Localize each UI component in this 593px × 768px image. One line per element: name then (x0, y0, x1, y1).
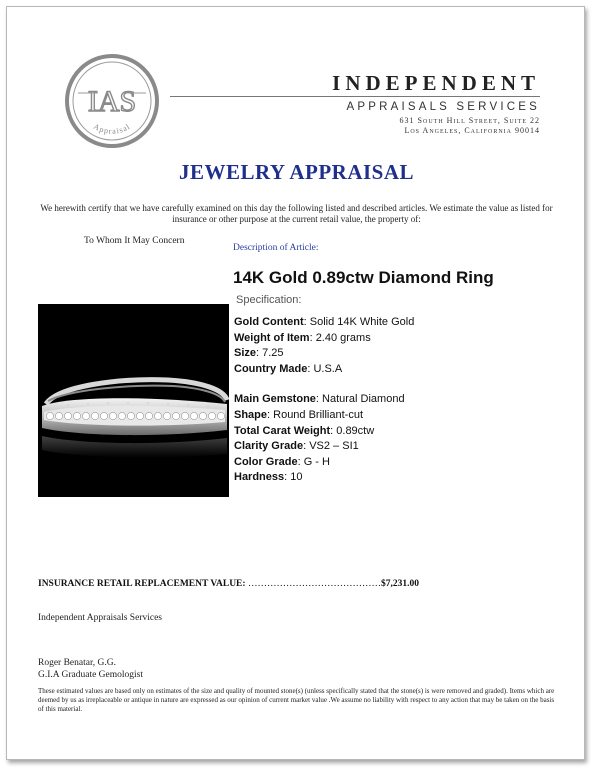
company-address-line1: 631 South Hill Street, Suite 22 (399, 116, 540, 125)
ring-photo (38, 304, 229, 497)
spec-hardness: Hardness: 10 (234, 471, 303, 484)
signer-title: G.I.A Graduate Gemologist (38, 669, 144, 680)
specification-label: Specification: (236, 294, 302, 306)
spec-shape: Shape: Round Brilliant-cut (234, 408, 364, 421)
spec-color: Color Grade: G - H (234, 455, 330, 468)
spec-spacer (234, 377, 414, 392)
spec-weight: Weight of Item: 2.40 grams (234, 331, 371, 344)
company-subtitle: APPRAISALS SERVICES (346, 101, 540, 113)
company-name: INDEPENDENT (332, 71, 540, 95)
signature-block (38, 658, 143, 681)
document-title: JEWELRY APPRAISAL (178, 160, 415, 184)
header-rule (170, 96, 540, 97)
replacement-value-amount: $7,231.00 (380, 579, 419, 589)
description-label: Description of Article: (233, 243, 319, 253)
replacement-value-line (38, 579, 419, 589)
spec-gold-content: Gold Content: Solid 14K White Gold (234, 316, 415, 328)
logo-ring-text: Appraisal (91, 121, 133, 136)
company-address-line2: Los Angeles, California 90014 (404, 126, 540, 135)
spec-main-gemstone: Main Gemstone: Natural Diamond (234, 393, 405, 406)
spec-country: Country Made: U.S.A (234, 362, 343, 375)
footer-company: Independent Appraisals Services (38, 613, 162, 623)
spec-total-carat: Total Carat Weight: 0.89ctw (234, 424, 375, 437)
property-owner: To Whom It May Concern (84, 236, 185, 246)
certify-text: We herewith certify that we have carefully examined on this day the following listed and described articles. We estimate the value as listed for insurance or other purpose at the current retail value, the property of: (40, 203, 553, 224)
company-header (170, 72, 540, 136)
replacement-value-label: INSURANCE RETAIL REPLACEMENT VALUE: (38, 579, 246, 589)
specifications (234, 315, 414, 486)
spec-size: Size: 7.25 (234, 347, 284, 360)
disclaimer: These estimated values are based only on estimates of the size and quality of mounted stone(s) (unless specifically stated that the stone(s) is were removed and graded). Items which are deemed by us as irreplaceable or antique in nature are expressed as our opinion of current market value .We assume no liability with respect to any action that may be taken on the basis of this material. (38, 687, 555, 714)
spec-clarity: Clarity Grade: VS2 – SI1 (234, 440, 359, 453)
signer-name: Roger Benatar, G.G. (38, 658, 116, 668)
logo-letters: IAS (87, 85, 137, 118)
item-title: 14K Gold 0.89ctw Diamond Ring (233, 268, 494, 287)
ias-logo (64, 53, 160, 149)
value-leader-dots: …………………………………… (247, 579, 381, 589)
